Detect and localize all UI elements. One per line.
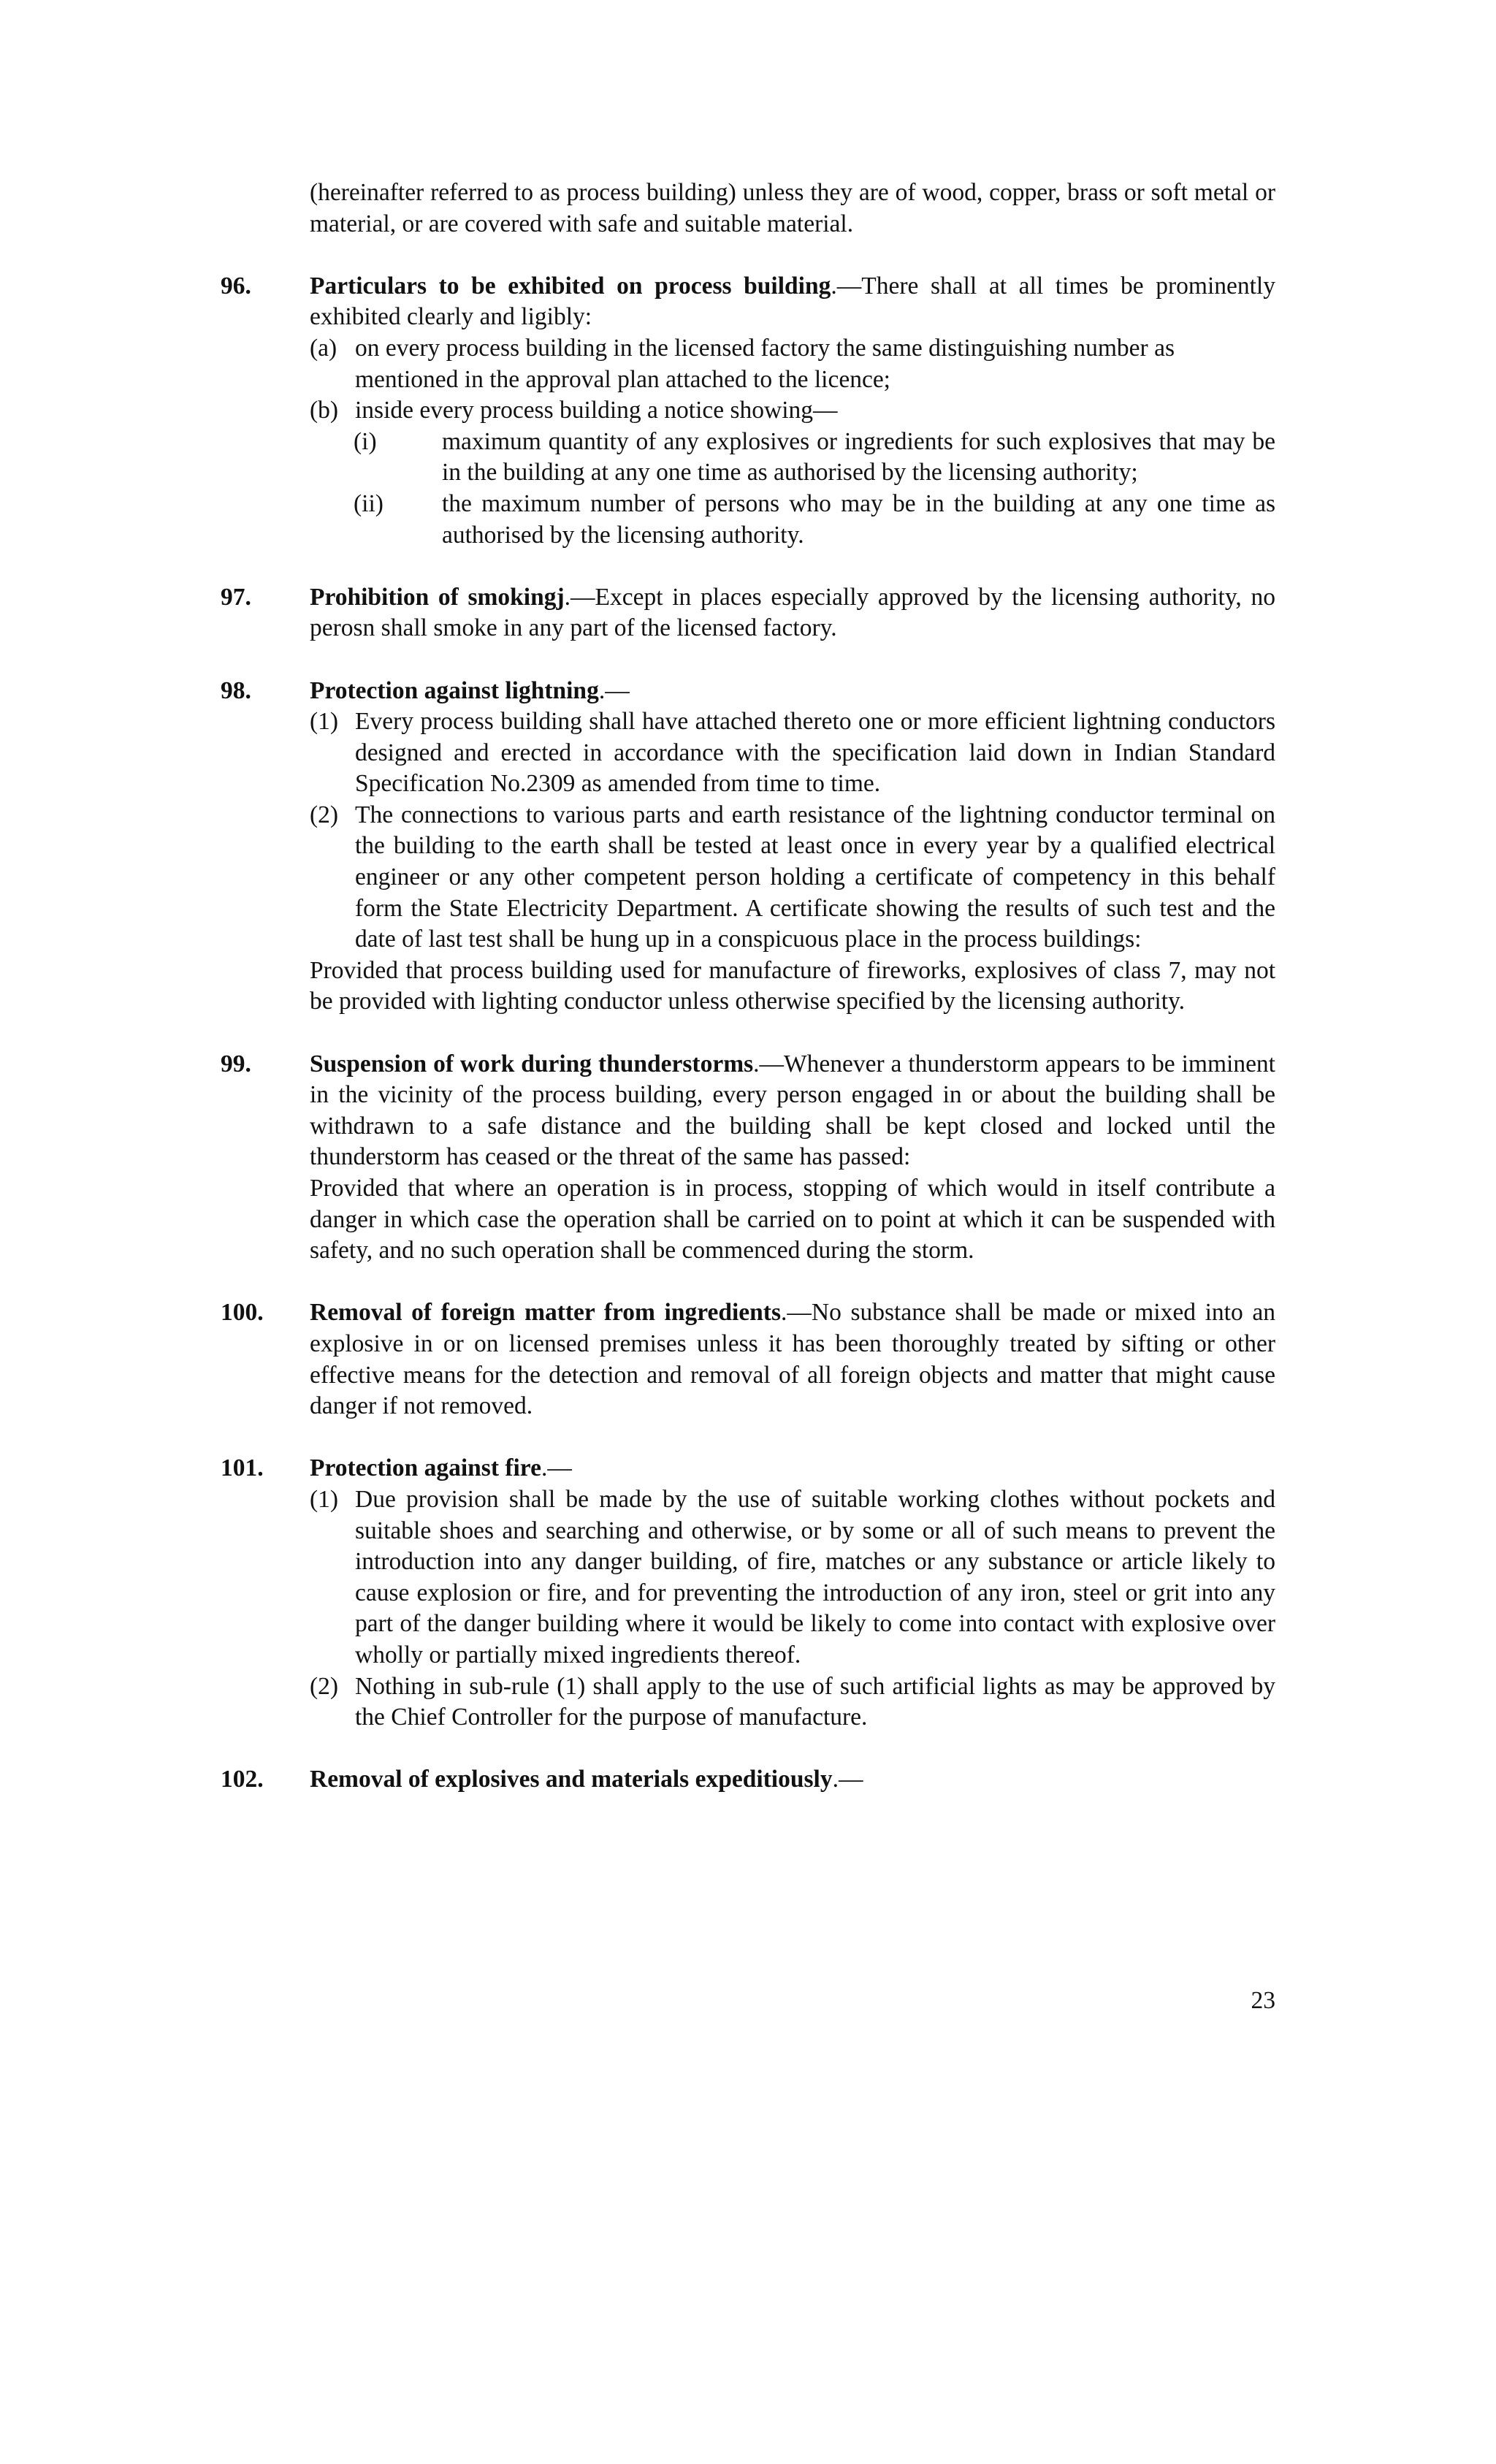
clause-text: inside every process building a notice showing— — [355, 397, 838, 424]
subrule-marker: (1) — [310, 708, 339, 736]
subrule-marker: (1) — [310, 1485, 339, 1513]
subclause-text: maximum quantity of any explosives or ingredients for such explosives that may be in the building at any one time as authorised by the licensing authority; — [442, 427, 1275, 487]
subrule-1 — [310, 706, 1275, 800]
proviso: Provided that process building used for manufacture of fireworks, explosives of class 7, may not be provided with lighting conductor unless otherwise specified by the licensing authority. — [310, 956, 1275, 1015]
section-intro-text: .—There shall at all times be prominently exhibited clearly and ligibly: — [310, 272, 1275, 331]
section-title-line — [310, 676, 1275, 707]
subclause-text: the maximum number of persons who may be in the building at any one time as authorised by the licensing authority. — [442, 489, 1275, 549]
section-102 — [221, 1764, 1275, 1796]
subclause-marker: (i) — [354, 427, 377, 455]
subrule-1 — [310, 1484, 1275, 1671]
section-number: 100. — [221, 1299, 264, 1327]
section-heading: Protection against fire — [310, 1454, 541, 1482]
section-heading: Removal of explosives and materials expeditiously — [310, 1766, 833, 1793]
subrule-2 — [310, 800, 1275, 956]
section-number: 96. — [221, 272, 251, 300]
section-number: 97. — [221, 583, 251, 611]
subrule-marker: (2) — [310, 801, 339, 828]
subclause-marker: (ii) — [354, 489, 383, 517]
subclause-i — [310, 427, 1275, 489]
section-title-line — [310, 1764, 1275, 1796]
heading-dash: .— — [541, 1454, 572, 1482]
subclause-ii — [310, 489, 1275, 551]
heading-dash: .— — [832, 1766, 863, 1793]
clause-text: on every process building in the licensed factory the same distinguishing number as mentioned in the approval plan attached to the licence; — [355, 334, 1175, 393]
section-paragraph — [310, 1297, 1275, 1422]
section-number: 101. — [221, 1454, 264, 1482]
page-number: 23 — [1251, 1987, 1275, 2014]
section-96 — [221, 271, 1275, 551]
subrule-text: Nothing in sub-rule (1) shall apply to the use of such artificial lights as may be approved by the Chief Controller for the purpose of manufacture. — [355, 1672, 1275, 1731]
section-heading: Particulars to be exhibited on process building — [310, 272, 831, 300]
section-99 — [221, 1049, 1275, 1267]
section-intro — [310, 271, 1275, 333]
section-100 — [221, 1297, 1275, 1422]
continuation-paragraph: (hereinafter referred to as process building) unless they are of wood, copper, brass or soft metal or material, or are covered with safe and suitable material. — [310, 179, 1275, 237]
section-number: 98. — [221, 676, 251, 704]
section-body: .—No substance shall be made or mixed into an explosive in or on licensed premises unless it has been thoroughly treated by sifting or other effective means for the detection and removal of all foreign objects and matter that might cause danger if not removed. — [310, 1299, 1275, 1420]
clause-marker: (a) — [310, 334, 337, 362]
subrule-text: The connections to various parts and earth resistance of the lightning conductor terminal on the building to the earth shall be tested at least once in every year by a qualified electrical engineer or any other competent person holding a certificate of competency in this behalf form the State Electricity Department. A certificate showing the results of such test and the date of last test shall be hung up in a conspicuous place in the process buildings: — [355, 801, 1275, 953]
section-body: .—Whenever a thunderstorm appears to be imminent in the vicinity of the process building, every person engaged in or about the building shall be withdrawn to a safe distance and the building shall be kept closed and locked until the thunderstorm has ceased or the threat of the same has passed: — [310, 1050, 1275, 1171]
section-paragraph — [310, 582, 1275, 644]
subrule-2 — [310, 1671, 1275, 1733]
subrule-text: Every process building shall have attached thereto one or more efficient lightning conductors designed and erected in accordance with the specification laid down in Indian Standard Specification No.2309 as amended from time to time. — [355, 708, 1275, 798]
clause-marker: (b) — [310, 397, 339, 424]
section-98 — [221, 676, 1275, 1018]
section-heading: Removal of foreign matter from ingredients — [310, 1299, 781, 1327]
proviso: Provided that where an operation is in process, stopping of which would in itself contribute a danger in which case the operation shall be carried on to point at which it can be suspended with safety, and no such operation shall be commenced during the storm. — [310, 1175, 1275, 1265]
clause-b — [310, 395, 1275, 427]
page-body — [221, 178, 1275, 1796]
continuation-block — [221, 178, 1275, 240]
section-97 — [221, 582, 1275, 644]
clause-a — [310, 333, 1275, 395]
subrule-text: Due provision shall be made by the use of suitable working clothes without pockets and suitable shoes and searching and otherwise, or by some or all of such means to prevent the introduction into any danger building, of fire, matches or any substance or article likely to cause explosion or fire, and for preventing the introduction of any iron, steel or grit into any part of the danger building where it would be likely to come into contact with explosive over wholly or partially mixed ingredients thereof. — [355, 1485, 1275, 1668]
section-body: .—Except in places especially approved by the licensing authority, no perosn shall smoke in any part of the licensed factory. — [310, 583, 1275, 642]
section-title-line — [310, 1453, 1275, 1484]
heading-dash: .— — [598, 676, 630, 704]
section-paragraph — [310, 1049, 1275, 1173]
section-number: 102. — [221, 1766, 264, 1793]
section-number: 99. — [221, 1050, 251, 1077]
section-heading: Protection against lightning — [310, 676, 599, 704]
subrule-marker: (2) — [310, 1672, 339, 1700]
section-101 — [221, 1453, 1275, 1733]
section-heading: Suspension of work during thunderstorms — [310, 1050, 754, 1077]
section-heading: Prohibition of smokingj — [310, 583, 565, 611]
